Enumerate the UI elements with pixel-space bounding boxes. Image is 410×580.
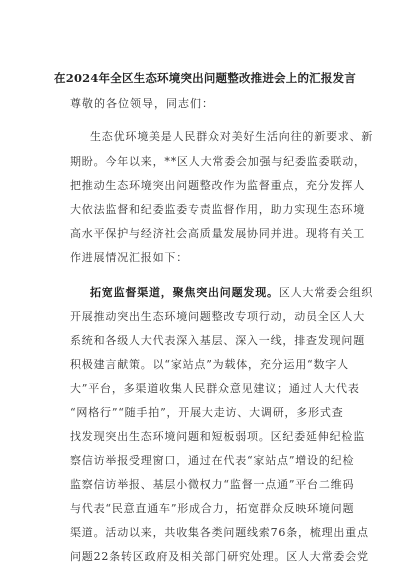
paragraph-line: 期盼。今年以来，**区人大常委会加强与纪委监委联动， xyxy=(70,155,366,168)
paragraph-line: 问题22条转区政府及相关部门研究处理。区人大常委会党 xyxy=(70,550,369,563)
paragraph-line: 大”平台，多渠道收集人民群众意见建议；通过人大代表 xyxy=(70,382,360,395)
paragraph-line: 监察信访举报、基层小微权力“监督一点通”平台二维码 xyxy=(70,478,355,491)
paragraph-line-rest: 区人大常委会组织 xyxy=(278,286,374,299)
paragraph-line: 把推动生态环境突出问题整改作为监督重点，充分发挥人 xyxy=(70,179,365,192)
paragraph-line: 找发现突出生态环境问题和短板弱项。区纪委延伸纪检监 xyxy=(70,430,365,443)
section-heading: 拓宽监督渠道，聚焦突出问题发现。 xyxy=(90,286,279,299)
paragraph-line: “网格行”“随手拍”，开展大走访、大调研，多形式查 xyxy=(70,406,344,419)
paragraph-line: 生态优环境美是人民群众对美好生活向往的新要求、新 xyxy=(90,130,374,143)
paragraph-line: 与代表“民意直通车”形成合力，拓宽群众反映环境问题 xyxy=(70,502,355,515)
salutation: 尊敬的各位领导，同志们： xyxy=(70,97,214,110)
paragraph-line: 开展推动突出生态环境问题整改专项行动，动员全区人大 xyxy=(70,310,365,323)
paragraph-line: 系统和各级人大代表深入基层、深入一线，排查发现问题 xyxy=(70,334,365,347)
paragraph-line: 积极建言献策。以“家站点”为载体，充分运用“数字人 xyxy=(70,358,349,371)
paragraph-line: 大依法监督和纪委监委专责监督作用，助力实现生态环境 xyxy=(70,203,365,216)
document-title: 在2024年全区生态环境突出问题整改推进会上的汇报发言 xyxy=(54,71,356,85)
paragraph-line: 渠道。活动以来，共收集各类问题线索76条，梳理出重点 xyxy=(70,526,369,539)
paragraph-line: 作进展情况汇报如下： xyxy=(70,251,188,264)
paragraph-line: 察信访举报受理窗口，通过在代表“家站点”增设的纪检 xyxy=(70,454,355,467)
paragraph-line: 高水平保护与经济社会高质量发展协同并进。现将有关工 xyxy=(70,227,365,240)
paragraph-first-line xyxy=(90,284,373,300)
